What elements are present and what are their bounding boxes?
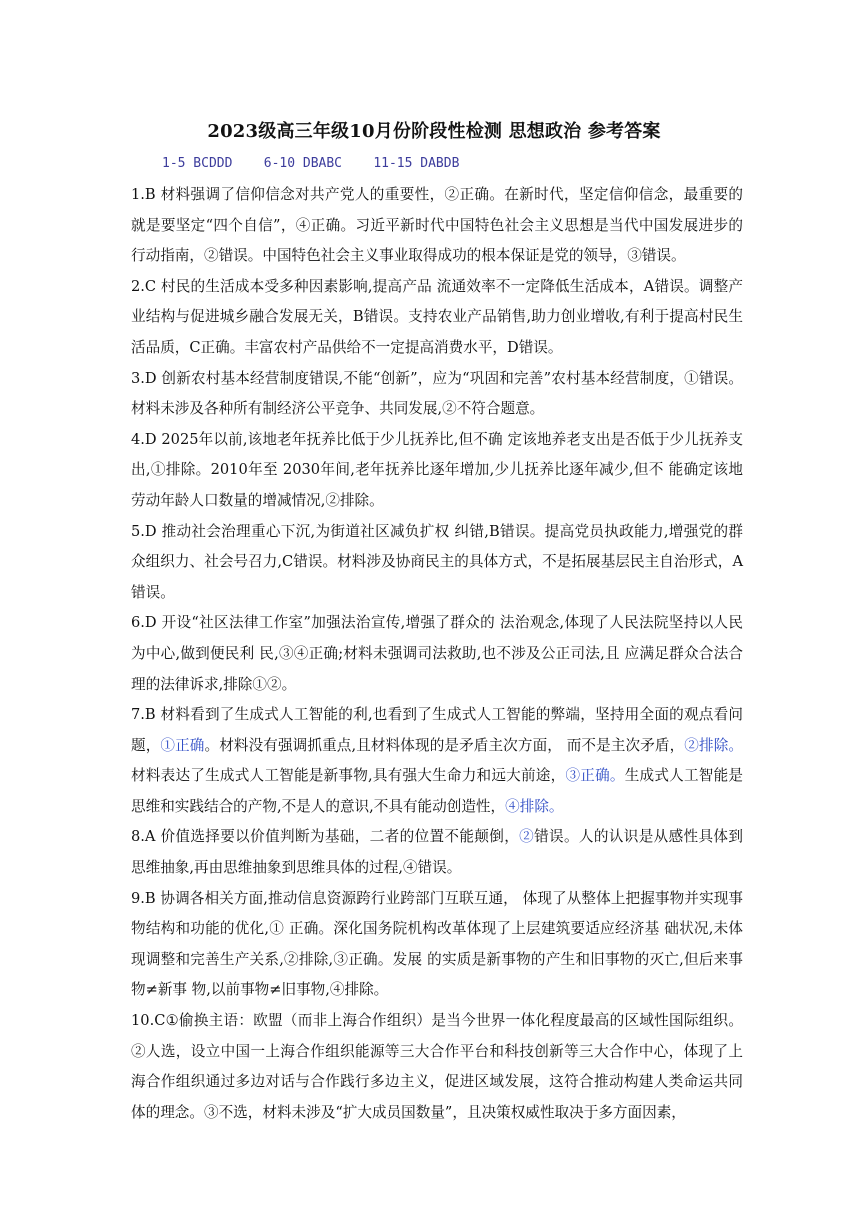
answer-paragraph-10: 10.C①偷换主语：欧盟（而非上海合作组织）是当今世界一体化程度最高的区域性国际组织。②人选，设立中国一上海合作组织能源等三大合作平台和科技创新等三大合作中心，体现了上海合作组织通过多边对话与合作践行多边主义，促进区域发展，这符合推动构建人类命运共同体的理念。③不选，材料未涉及“扩大成员国数量”，且决策权威性取决于多方面因素， [131,1012,743,1121]
answer-paragraph-5: 5.D 推动社会治理重心下沉,为街道社区减负扩权 纠错,B错误。提高党员执政能力,增强党的群众组织力、社会号召力,C错误。材料涉及协商民主的具体方式，不是拓展基层民主自治形式，A错误。 [131,522,743,601]
highlighted-text: ③正确。 [565,767,625,785]
paragraph-text: 错误。人的认识是从感性具体到思维抽象,再由思维抽象到思维具体的过程,④错误。 [131,828,743,877]
answer-key: 1-5 BCDDD 6-10 DBABC 11-15 DABDB [162,156,460,171]
paragraph-text: 材料表达了生成式人工智能是新事物,具有强大生命力和远大前途， [131,767,566,785]
answer-explanations [131,180,743,1128]
paragraph-text: 7.B 材料看到了生成式人工智能的利,也看到了生成式人工智能的弊端，坚持用全面的观点看问题， [131,706,743,754]
answer-paragraph-1: 1.B 材料强调了信仰信念对共产党人的重要性，②正确。在新时代，坚定信仰信念，最重要的就是要坚定“四个自信”，④正确。习近平新时代中国特色社会主义思想是当代中国发展进步的行动指南，②错误。中国特色社会主义事业取得成功的根本保证是党的领导，③错误。 [131,186,743,265]
answer-paragraph-7 [131,700,743,822]
paragraph-text: 。材料没有强调抓重点,且材料体现的是矛盾主次方面， 而不是主次矛盾， [204,736,685,754]
answer-paragraph-2: 2.C 村民的生活成本受多种因素影响,提高产品 流通效率不一定降低生活成本，A错误。调整产业结构与促进城乡融合发展无关，B错误。支持农业产品销售,助力创业增收,有利于提高村民生活品质，C正确。丰富农村产品供给不一定提高消费水平，D错误。 [131,277,743,356]
answer-paragraph-9: 9.B 协调各相关方面,推动信息资源跨行业跨部门互联互通， 体现了从整体上把握事物并实现事物结构和功能的优化,① 正确。深化国务院机构改革体现了上层建筑要适应经济基 础状况,未体现调整和完善生产关系,②排除,③正确。发展 的实质是新事物的产生和旧事物的灭亡,但后来事物≠新事 物,以前事物≠旧事物,④排除。 [131,889,743,999]
highlighted-text: ② [519,828,535,846]
answer-paragraph-4: 4.D 2025年以前,该地老年抚养比低于少儿抚养比,但不确 定该地养老支出是否低于少儿抚养支出,①排除。2010年至 2030年间,老年抚养比逐年增加,少儿抚养比逐年减少,但不 能确定该地劳动年龄人口数量的增减情况,②排除。 [131,430,743,509]
paragraph-text: 生成式人工智能是思维和实践结合的产物,不是人的意识,不具有能动创造性， [131,767,743,815]
highlighted-text: ④排除。 [505,797,564,815]
page-title: 2023级高三年级10月份阶段性检测 思想政治 参考答案 [207,121,661,142]
answer-paragraph-6: 6.D 开设“社区法律工作室”加强法治宣传,增强了群众的 法治观念,体现了人民法院坚持以人民为中心,做到便民利 民,③④正确;材料未强调司法救助,也不涉及公正司法,且 应满足群众合法合理的法律诉求,排除①②。 [131,614,743,693]
answer-paragraph-3: 3.D 创新农村基本经营制度错误,不能“创新”，应为“巩固和完善”农村基本经营制度，①错误。材料未涉及各种所有制经济公平竞争、共同发展,②不符合题意。 [131,369,743,418]
highlighted-text: ②排除。 [684,736,743,754]
paragraph-text: 8.A 价值选择要以价值判断为基础，二者的位置不能颠倒， [131,828,520,846]
highlighted-text: ①正确 [160,736,205,754]
answer-paragraph-8 [131,822,743,883]
